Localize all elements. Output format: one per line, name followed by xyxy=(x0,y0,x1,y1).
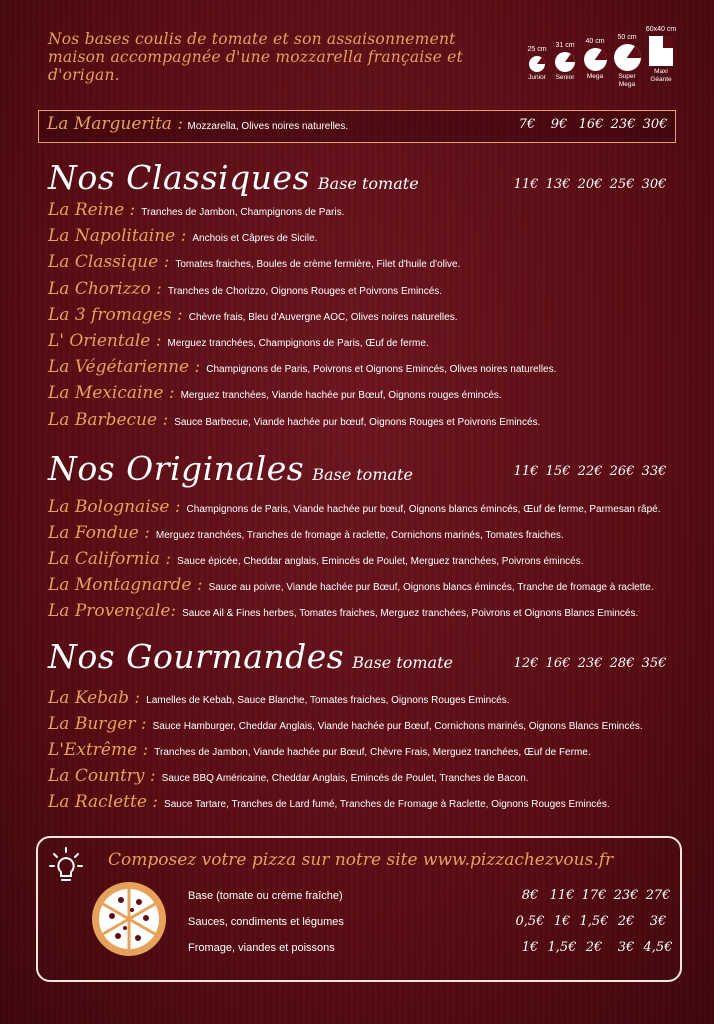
pizza-name: La Provençale: xyxy=(48,601,177,621)
size-label: Mega xyxy=(586,73,604,80)
price: 11€ xyxy=(513,177,539,192)
pizza-name: La Mexicaine : xyxy=(48,383,175,404)
pizza-name: La Montagnarde : xyxy=(48,575,203,595)
price: 25€ xyxy=(609,177,635,192)
compose-row: Sauces, condiments et légumes xyxy=(188,916,344,928)
size-diameter: 60x40 cm xyxy=(645,26,677,33)
price: 13€ xyxy=(545,177,571,192)
size-diameter: 25 cm xyxy=(527,46,547,53)
pizza-name: La Marguerita : xyxy=(47,114,184,134)
section-heading: Nos Gourmandes xyxy=(48,637,345,676)
compose-title: Composez votre pizza sur notre site www.pizzachezvous.fr xyxy=(108,850,614,870)
section-title xyxy=(48,449,413,488)
price: 15€ xyxy=(545,464,571,479)
price: 1€ xyxy=(521,940,539,955)
pizza-name: La California : xyxy=(48,549,172,569)
pizza-name: La Végétarienne : xyxy=(48,357,201,378)
size-super-mega xyxy=(610,34,644,89)
price: 11€ xyxy=(549,888,575,903)
size-label: Maxi Géante xyxy=(650,68,672,83)
pizza-ingredients: Sauce Barbecue, Viande hachée pur bœuf, Oignons Rouges et Poivrons Emincés. xyxy=(174,416,541,428)
pizza-name: La Bolognaise : xyxy=(48,497,181,517)
price: 3€ xyxy=(617,940,635,955)
pizza-ingredients: Tranches de Chorizzo, Oignons Rouges et Poivrons Emincés. xyxy=(167,285,443,297)
pizza-name: La Chorizzo : xyxy=(48,278,162,299)
section-title xyxy=(48,158,419,197)
size-label: Junior xyxy=(528,74,546,81)
pizza-name: La Classique : xyxy=(48,252,170,273)
pizza-item xyxy=(48,225,317,247)
price: 26€ xyxy=(609,464,635,479)
price: 7€ xyxy=(518,117,536,132)
pizza-item xyxy=(48,687,510,709)
pizza-rect-icon xyxy=(649,36,673,66)
pizza-name: L'Extrême : xyxy=(48,740,149,760)
size-mega xyxy=(580,38,610,81)
pizza-item xyxy=(48,330,429,352)
size-label: Super Mega xyxy=(618,73,636,88)
compose-row: Fromage, viandes et poissons xyxy=(188,942,335,954)
pizza-item xyxy=(48,409,540,431)
price: 27€ xyxy=(645,888,671,903)
pizza-name: La Barbecue : xyxy=(48,409,169,430)
price: 12€ xyxy=(513,656,539,671)
section-heading: Nos Classiques xyxy=(48,158,310,197)
section-base: Base tomate xyxy=(312,465,413,484)
pizza-ingredients: Tomates fraiches, Boules de crème fermière, Filet d'huile d'olive. xyxy=(175,259,461,271)
pizza-item xyxy=(48,251,460,273)
intro-text: Nos bases coulis de tomate et son assaisonnement maison accompagnée d'une mozzarella française et d'origan. xyxy=(48,30,463,84)
compose-price-list xyxy=(514,888,674,903)
pizza-item xyxy=(48,278,442,300)
pizza-name: La 3 fromages : xyxy=(48,304,183,325)
price: 9€ xyxy=(550,117,568,132)
price: 28€ xyxy=(609,656,635,671)
pizza-size-icon xyxy=(614,44,641,71)
pizza-name: La Kebab : xyxy=(48,688,141,708)
pizza-ingredients: Chèvre frais, Bleu d'Auvergne AOC, Olives noires naturelles. xyxy=(188,311,458,323)
price: 22€ xyxy=(577,464,603,479)
size-diameter: 50 cm xyxy=(617,34,637,41)
pizza-item xyxy=(48,765,529,787)
size-legend xyxy=(522,26,682,106)
pizza-size-icon xyxy=(529,56,545,72)
compose-row: Base (tomate ou crème fraîche) xyxy=(188,890,343,902)
size-junior xyxy=(522,46,552,82)
price: 1€ xyxy=(553,914,571,929)
pizza-ingredients: Sauce épicée, Cheddar anglais, Emincés de Poulet, Merguez tranchées, Poivrons émincés. xyxy=(177,556,584,567)
pizza-name: L' Orientale : xyxy=(48,331,162,351)
pizza-name: La Burger : xyxy=(48,714,147,734)
pizza-ingredients: Sauce Ail & Fines herbes, Tomates fraiches, Merguez tranchées, Poivrons et Oignons Blancs Emincés. xyxy=(182,608,639,619)
section-price-list xyxy=(510,656,670,671)
price: 30€ xyxy=(641,177,667,192)
section-heading: Nos Originales xyxy=(48,449,305,488)
compose-price-list xyxy=(514,940,674,955)
pizza-item xyxy=(48,791,610,813)
pizza-item xyxy=(48,739,591,761)
pizza-name: La Country : xyxy=(48,766,156,786)
pizza-ingredients: Lamelles de Kebab, Sauce Blanche, Tomates fraiches, Oignons Rouges Emincés. xyxy=(146,695,510,706)
price: 23€ xyxy=(613,888,639,903)
price: 8€ xyxy=(521,888,539,903)
size-diameter: 40 cm xyxy=(585,38,605,45)
size-label: Senior xyxy=(555,74,575,81)
pizza-ingredients: Sauce au poivre, Viande hachée pur Bœuf, Oignons blancs émincés, Tranche de fromage à raclette. xyxy=(208,582,654,593)
pizza-ingredients: Merguez tranchées, Champignons de Paris, Œuf de ferme. xyxy=(167,338,429,349)
pizza-ingredients: Champignons de Paris, Viande hachée pur bœuf, Oignons blancs émincés, Œuf de ferme, Parmesan râpé. xyxy=(186,504,661,515)
marguerita-box xyxy=(38,110,676,143)
pizza-item xyxy=(48,548,584,570)
pizza-size-icon xyxy=(555,52,575,72)
pizza-item xyxy=(48,304,457,326)
price: 20€ xyxy=(577,177,603,192)
pizza-name: La Napolitaine : xyxy=(48,226,187,247)
size-senior xyxy=(550,42,580,82)
price: 11€ xyxy=(513,464,539,479)
pizza-item xyxy=(48,522,564,544)
price: 1,5€ xyxy=(547,940,577,955)
price-list xyxy=(511,117,671,132)
price: 17€ xyxy=(581,888,607,903)
price: 33€ xyxy=(641,464,667,479)
section-price-list xyxy=(510,464,670,479)
pizza-item xyxy=(48,382,502,404)
pizza-item xyxy=(48,356,556,378)
section-base: Base tomate xyxy=(352,653,453,672)
pizza-ingredients: Sauce Hamburger, Cheddar Anglais, Viande hachée pur Bœuf, Cornichons marinés, Oignons Blancs Emincés. xyxy=(152,721,643,732)
pizza-size-icon xyxy=(584,48,607,71)
price: 16€ xyxy=(545,656,571,671)
pizza-item xyxy=(48,600,638,622)
pizza-name: La Raclette : xyxy=(48,792,159,812)
section-base: Base tomate xyxy=(317,174,419,193)
price: 16€ xyxy=(578,117,604,132)
section-price-list xyxy=(510,177,670,192)
price: 35€ xyxy=(641,656,667,671)
pizza-item xyxy=(48,199,344,221)
pizza-ingredients: Tranches de Jambon, Viande hachée pur Bœuf, Chèvre Frais, Merguez tranchées, Œuf de Ferme. xyxy=(154,747,591,758)
size-diameter: 31 cm xyxy=(555,42,575,49)
pizza-name: La Fondue : xyxy=(48,523,150,543)
pizza-ingredients: Anchois et Câpres de Sicile. xyxy=(192,233,318,245)
lightbulb-icon xyxy=(48,846,84,886)
compose-price-list xyxy=(514,914,674,929)
pizza-ingredients: Champignons de Paris, Poivrons et Oignons Emincés, Olives noires naturelles. xyxy=(206,364,557,376)
price: 0,5€ xyxy=(515,914,545,929)
compose-box xyxy=(36,836,682,982)
pizza-ingredients: Sauce BBQ Américaine, Cheddar Anglais, Emincés de Poulet, Tranches de Bacon. xyxy=(161,773,529,784)
pizza-ingredients: Sauce Tartare, Tranches de Lard fumé, Tranches de Fromage à Raclette, Oignons Rouges Emincés. xyxy=(164,799,610,810)
price: 3€ xyxy=(649,914,667,929)
price: 30€ xyxy=(642,117,668,132)
price: 23€ xyxy=(577,656,603,671)
pizza-ingredients: Merguez tranchées, Tranches de fromage à raclette, Cornichons marinés, Tomates fraiches. xyxy=(155,530,564,541)
pizza-icon xyxy=(90,880,168,958)
pizza-ingredients: Tranches de Jambon, Champignons de Paris. xyxy=(141,207,345,218)
size-maxi-geante xyxy=(644,26,678,84)
price: 23€ xyxy=(610,117,636,132)
pizza-item xyxy=(48,713,643,735)
price: 1,5€ xyxy=(579,914,609,929)
pizza-name: La Reine : xyxy=(48,200,136,220)
price: 2€ xyxy=(585,940,603,955)
price: 4,5€ xyxy=(643,940,673,955)
section-title xyxy=(48,637,453,676)
pizza-item xyxy=(48,496,661,518)
pizza-ingredients: Merguez tranchées, Viande hachée pur Bœuf, Oignons rouges émincés. xyxy=(180,390,502,402)
pizza-ingredients: Mozzarella, Olives noires naturelles. xyxy=(187,121,349,132)
price: 2€ xyxy=(617,914,635,929)
pizza-item xyxy=(48,574,654,596)
